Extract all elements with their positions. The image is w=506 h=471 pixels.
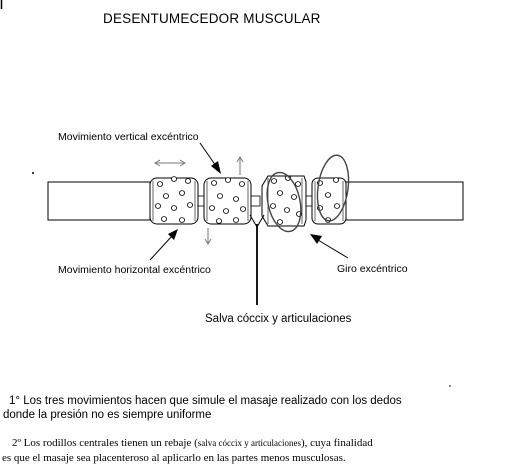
rotation-label-arrow bbox=[310, 234, 348, 258]
left-handle bbox=[48, 182, 150, 220]
stray-dot bbox=[32, 172, 34, 174]
stray-dot bbox=[449, 385, 451, 387]
note-1-line-2: donde la presión no es siempre uniforme bbox=[3, 409, 212, 421]
axle-segment bbox=[251, 196, 260, 206]
right-handle bbox=[346, 182, 463, 220]
horizontal-arrow bbox=[155, 160, 185, 166]
note-1-line-1: 1° Los tres movimientos hacen que simule el masaje realizado con los dedos bbox=[9, 395, 402, 407]
note-2-line-1 bbox=[12, 436, 373, 450]
label-coccyx-saver: Salva cóccix y articulaciones bbox=[205, 313, 352, 325]
note-2-line-2: es que el masaje sea placenteroso al aplicarlo en las partes menos musculosas. bbox=[2, 452, 346, 464]
roller-2 bbox=[204, 178, 251, 224]
coccyx-indicator bbox=[250, 215, 264, 305]
label-eccentric-rotation: Giro excéntrico bbox=[337, 263, 408, 275]
horizontal-label-arrow bbox=[150, 229, 178, 260]
label-horizontal-movement: Movimiento horizontal excéntrico bbox=[58, 264, 211, 276]
vertical-arrow-up bbox=[237, 157, 243, 175]
vertical-arrow-down bbox=[205, 228, 211, 244]
label-vertical-movement: Movimiento vertical excéntrico bbox=[58, 131, 199, 143]
note-2-text-a: 2º Los rodillos centrales tienen un rebaje ( bbox=[12, 437, 198, 449]
note-2-text-b: salva cóccix y articulaciones bbox=[197, 438, 301, 448]
axle-segment bbox=[198, 196, 204, 206]
diagram-title: DESENTUMECEDOR MUSCULAR bbox=[103, 11, 321, 26]
roller-1 bbox=[150, 177, 198, 224]
vertical-label-arrow bbox=[200, 143, 221, 174]
note-2-text-c: ), cuya finalidad bbox=[300, 437, 373, 449]
